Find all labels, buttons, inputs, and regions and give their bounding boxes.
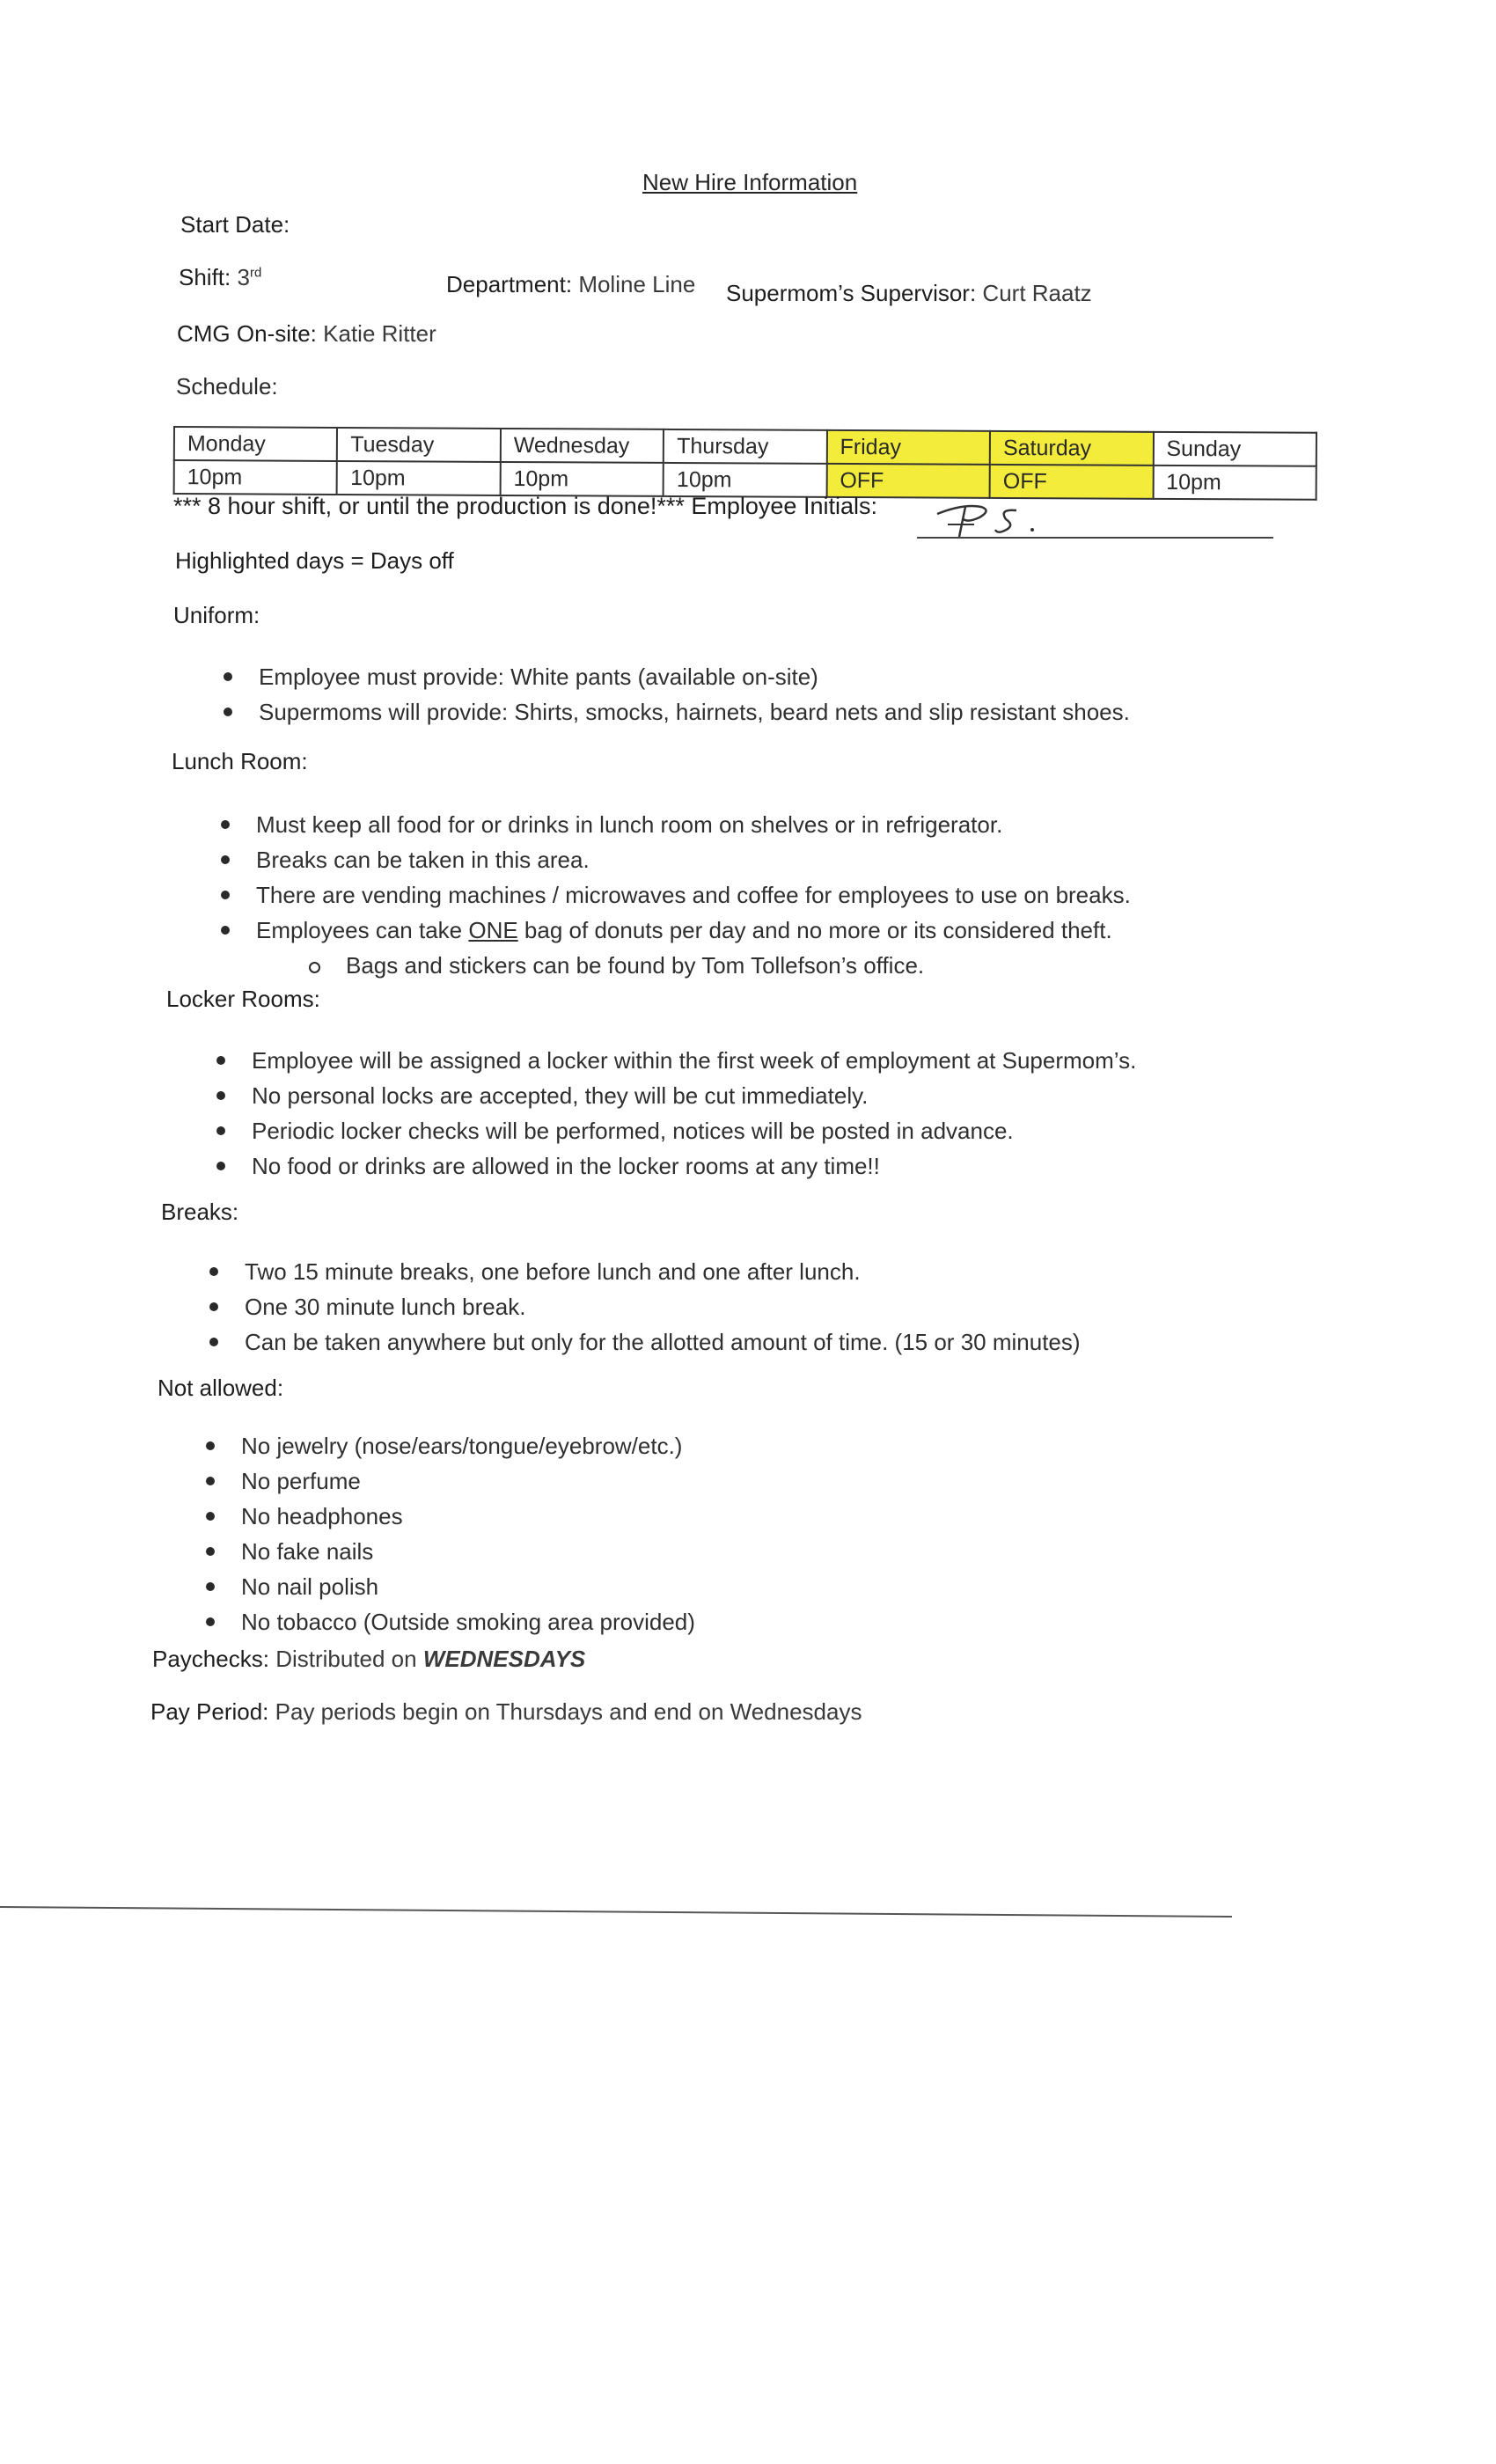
list-sub-item [214,949,1131,984]
bullet-icon [216,1126,225,1135]
list-item [199,1535,695,1570]
list-item-text: Employee must provide: White pants (available on-site) [259,664,818,690]
lunch-room-list [214,808,1131,984]
list-item [199,1500,695,1535]
list-item-text: Bags and stickers can be found by Tom Tollefson’s office. [346,952,925,979]
shift-label: Shift: [179,264,231,290]
paychecks-label: Paychecks: [152,1646,269,1672]
list-item [199,1429,695,1464]
list-item [209,1114,1136,1149]
list-item [209,1079,1136,1114]
list-item-text: No headphones [241,1503,403,1529]
list-item [214,843,1131,878]
bullet-icon [206,1582,215,1591]
start-date-field [180,211,290,238]
breaks-list [202,1255,1081,1360]
cmg-label: CMG On-site: [177,320,317,347]
day-cell: Monday [174,427,338,461]
list-item-text: No personal locks are accepted, they will be cut immediately. [252,1082,869,1109]
shift-note-line [173,493,877,520]
list-item-text: Must keep all food for or drinks in lunch room on shelves or in refrigerator. [256,811,1003,838]
list-item-text: No jewelry (nose/ears/tongue/eyebrow/etc.) [241,1433,683,1459]
uniform-heading: Uniform: [173,602,260,628]
shift-note: *** 8 hour shift, or until the production is done!*** [173,493,685,519]
initials-label: Employee Initials: [691,493,877,519]
paychecks-field [152,1646,585,1673]
time-cell: 10pm [664,463,827,497]
list-item-text: One 30 minute lunch break. [245,1294,526,1320]
pay-period-value: Pay periods begin on Thursdays and end on Wednesdays [275,1698,862,1725]
bullet-icon [209,1338,218,1346]
time-cell: 10pm [1153,466,1316,500]
time-cell-off: OFF [990,465,1154,499]
day-cell: Sunday [1153,432,1316,466]
list-item-text: No fake nails [241,1538,374,1565]
list-item [199,1605,695,1640]
bullet-icon [209,1267,218,1276]
time-cell: 10pm [174,460,338,495]
bullet-icon [206,1547,215,1556]
bullet-icon [206,1441,215,1450]
donut-pre: Employees can take [256,917,469,943]
department-field [446,271,695,298]
list-item-text: Employee will be assigned a locker within the first week of employment at Supermom’s. [252,1047,1137,1074]
not-allowed-heading: Not allowed: [158,1375,284,1401]
paychecks-value-emphasis: WEDNESDAYS [422,1646,586,1672]
list-item-text: Supermoms will provide: Shirts, smocks, hairnets, beard nets and slip resistant shoes. [259,699,1130,725]
shift-value: 3 [237,264,250,290]
supervisor-field [726,280,1092,307]
bullet-icon [221,855,230,864]
bullet-icon [221,891,230,899]
cmg-value: Katie Ritter [323,320,436,347]
list-item [202,1255,1081,1290]
cmg-field [177,320,436,348]
day-cell: Tuesday [337,428,501,462]
department-value: Moline Line [578,271,696,297]
list-item-text: No food or drinks are allowed in the locker rooms at any time!! [252,1153,880,1179]
bullet-icon [216,1162,225,1170]
day-cell-off: Saturday [990,431,1154,466]
bullet-icon [206,1512,215,1521]
list-item-text: No tobacco (Outside smoking area provided) [241,1609,695,1635]
not-allowed-list [199,1429,695,1640]
supervisor-label: Supermom’s Supervisor: [726,280,977,306]
bullet-icon [206,1617,215,1626]
list-item-text: No nail polish [241,1573,379,1600]
schedule-table [173,426,1317,501]
locker-rooms-heading: Locker Rooms: [166,986,320,1012]
list-item-text: Breaks can be taken in this area. [256,847,590,873]
bullet-icon [209,1302,218,1311]
supervisor-value: Curt Raatz [982,280,1092,306]
day-cell: Wednesday [501,429,664,463]
bullet-icon [224,708,232,716]
time-cell: 10pm [500,462,664,496]
day-cell: Thursday [664,429,827,464]
start-date-label: Start Date: [180,211,290,238]
bullet-icon [224,672,232,681]
list-item-text: No perfume [241,1468,361,1494]
list-item [216,695,1130,730]
donut-post: bag of donuts per day and no more or its considered theft. [517,917,1112,943]
bullet-icon [216,1091,225,1100]
list-item [209,1044,1136,1079]
hollow-bullet-icon [309,962,320,973]
time-cell: 10pm [337,461,501,495]
initials-line [917,537,1273,539]
department-label: Department: [446,271,573,297]
list-item-text: There are vending machines / microwaves and coffee for employees to use on breaks. [256,882,1131,908]
list-item [202,1325,1081,1360]
locker-rooms-list [209,1044,1136,1184]
page-divider [0,1906,1232,1918]
list-item [209,1149,1136,1184]
list-item-text: Periodic locker checks will be performed, notices will be posted in advance. [252,1118,1014,1144]
highlight-note: Highlighted days = Days off [175,547,454,574]
list-item-text: Two 15 minute breaks, one before lunch and one after lunch. [245,1258,861,1285]
day-cell-off: Friday [826,430,990,465]
lunch-room-heading: Lunch Room: [172,748,308,774]
breaks-heading: Breaks: [161,1199,239,1225]
shift-suffix: rd [249,265,262,281]
list-item [202,1290,1081,1325]
list-item [199,1464,695,1500]
list-item-text: Can be taken anywhere but only for the allotted amount of time. (15 or 30 minutes) [245,1329,1081,1355]
list-item [216,660,1130,695]
uniform-list [216,660,1130,730]
initials-signature [928,495,1043,539]
schedule-label: Schedule: [176,373,278,400]
list-item [214,878,1131,913]
list-item [214,913,1131,949]
bullet-icon [206,1477,215,1485]
bullet-icon [221,820,230,829]
bullet-icon [221,926,230,935]
pay-period-field [150,1698,862,1726]
page-title: New Hire Information [642,169,858,195]
list-item [199,1570,695,1605]
shift-field [179,264,261,291]
paychecks-value-pre: Distributed on [275,1646,423,1672]
donut-emphasis: ONE [468,917,518,943]
pay-period-label: Pay Period: [150,1698,269,1725]
time-cell-off: OFF [826,464,990,498]
list-item [214,808,1131,843]
bullet-icon [216,1056,225,1065]
